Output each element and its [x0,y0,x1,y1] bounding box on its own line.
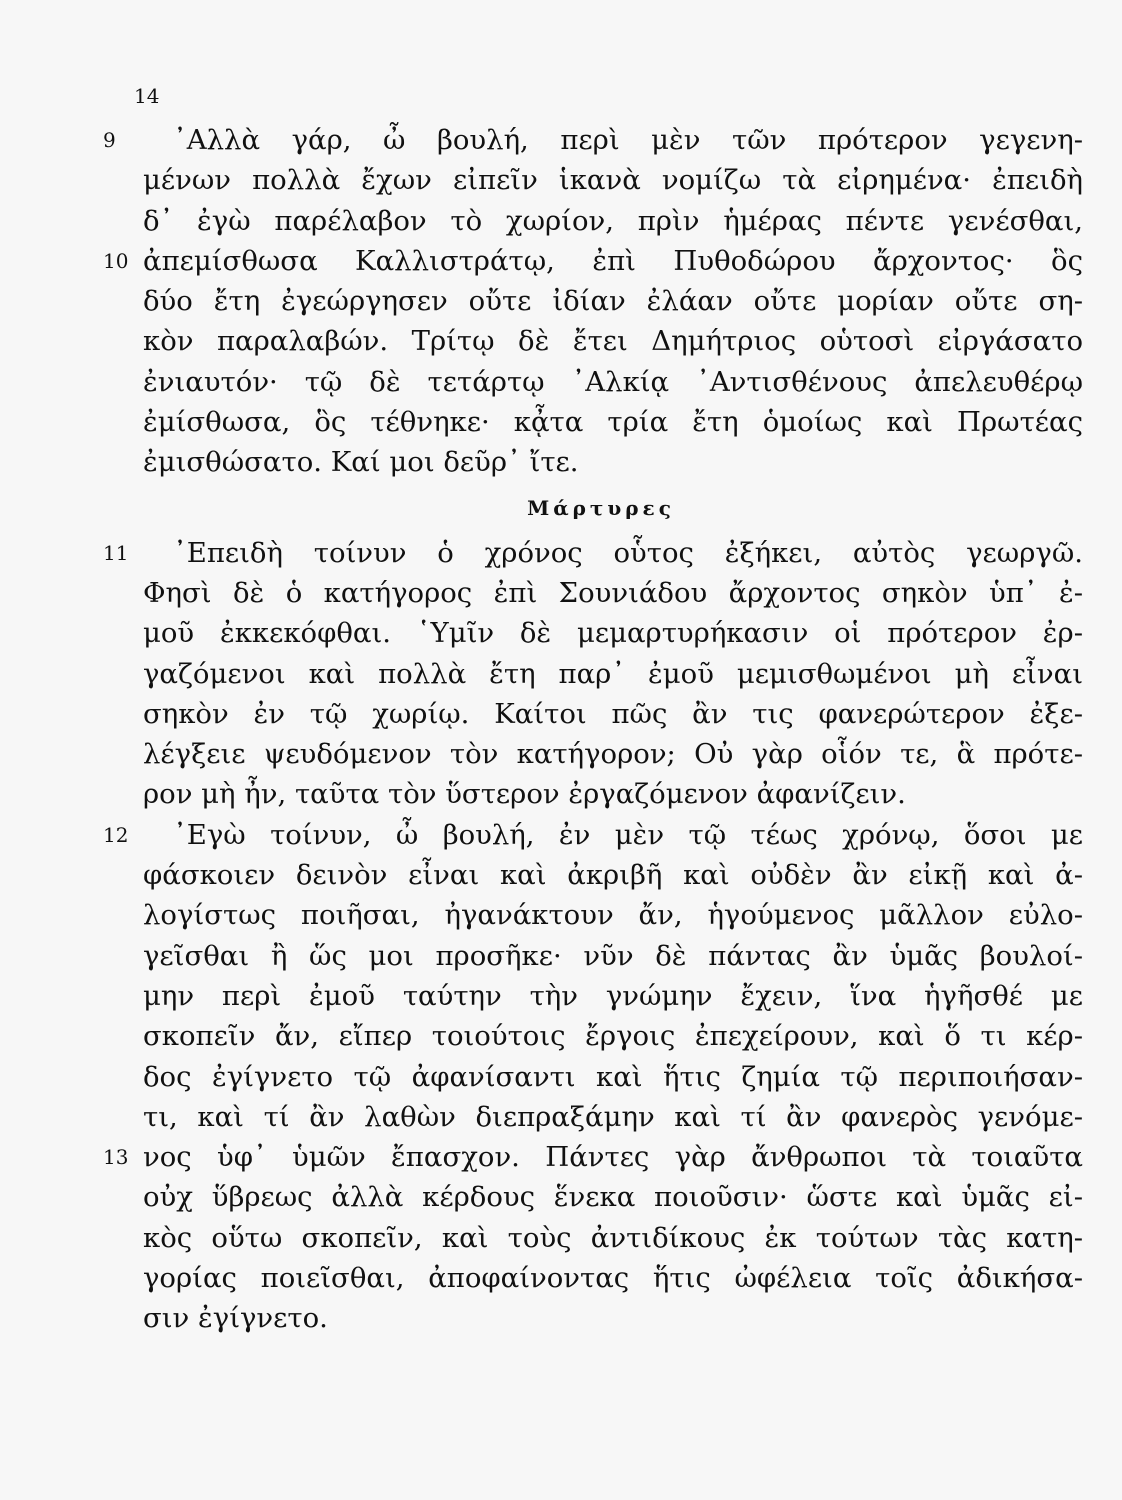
text-line: οὐχ ὕβρεως ἀλλὰ κέρδους ἕνεκα ποιοῦσιν· ὥστε καὶ ὑμᾶς εἰ- [143,1181,1083,1214]
witnesses-heading: Μάρτυρες [527,495,675,520]
section-number: 13 [103,1145,129,1170]
text-line: γορίας ποιεῖσθαι, ἀποφαίνοντας ἥτις ὠφέλεια τοῖς ἀδικήσα- [143,1262,1083,1295]
page-number: 14 [134,84,160,108]
text-line: 11 ᾿Επειδὴ τοίνυν ὁ χρόνος οὗτος ἐξήκει, αὐτὸς γεωργῶ. [0,533,1083,573]
text-line: γεῖσθαι ἢ ὥς μοι προσῆκε· νῦν δὲ πάντας ἂν ὑμᾶς βουλοί- [143,939,1083,972]
text-line: λέγξειε ψευδόμενον τὸν κατήγορον; Οὐ γὰρ οἷόν τε, ἃ πρότε- [143,738,1083,771]
text-line: σκοπεῖν ἄν, εἴπερ τοιούτοις ἔργοις ἐπεχείρουν, καὶ ὅ τι κέρ- [143,1020,1083,1053]
text-line: γαζόμενοι καὶ πολλὰ ἔτη παρ᾿ ἐμοῦ μεμισθωμένοι μὴ εἶναι [143,657,1083,690]
section-number: 9 [103,128,116,152]
text-body [0,120,1122,1339]
text-line: δος ἐγίγνετο τῷ ἀφανίσαντι καὶ ἥτις ζημία τῷ περιποιήσαν- [143,1060,1083,1093]
text-line: ἐμισθώσατο. Καί μοι δεῦρ᾿ ἴτε. [143,446,579,479]
text-line: 12 ᾿Εγὼ τοίνυν, ὦ βουλή, ἐν μὲν τῷ τέως χρόνῳ, ὅσοι με [0,815,1083,855]
text-line: κὸς οὕτω σκοπεῖν, καὶ τοὺς ἀντιδίκους ἐκ τούτων τὰς κατη- [143,1221,1083,1254]
text-line: φάσκοιεν δεινὸν εἶναι καὶ ἀκριβῆ καὶ οὐδὲν ἂν εἰκῇ καὶ ἀ- [143,859,1083,892]
text-line: μην περὶ ἐμοῦ ταύτην τὴν γνώμην ἔχειν, ἵνα ἡγῆσθέ με [143,979,1083,1012]
text-line: 9 ᾿Αλλὰ γάρ, ὦ βουλή, περὶ μὲν τῶν πρότερον γεγενη- [0,120,1083,160]
section-number: 11 [103,540,129,565]
text-line: δύο ἔτη ἐγεώργησεν οὔτε ἰδίαν ἐλάαν οὔτε μορίαν οὔτε ση- [143,285,1083,318]
text-line: 13 νος ὑφ᾿ ὑμῶν ἔπασχον. Πάντες γὰρ ἄνθρωποι τὰ τοιαῦτα [0,1137,1083,1177]
text-line: ἐνιαυτόν· τῷ δὲ τετάρτῳ ᾿Αλκίᾳ ᾿Αντισθένους ἀπελευθέρῳ [143,365,1083,398]
text-line: ἐμίσθωσα, ὃς τέθνηκε· κᾆτα τρία ἔτη ὁμοίως καὶ Πρωτέας [143,406,1083,439]
text-line: Φησὶ δὲ ὁ κατήγορος ἐπὶ Σουνιάδου ἄρχοντος σηκὸν ὑπ᾿ ἐ- [143,576,1083,609]
text-line: δ᾿ ἐγὼ παρέλαβον τὸ χωρίον, πρὶν ἡμέρας πέντε γενέσθαι, [143,204,1083,237]
text-line: τι, καὶ τί ἂν λαθὼν διεπραξάμην καὶ τί ἂν φανερὸς γενόμε- [143,1100,1083,1133]
text-line: μοῦ ἐκκεκόφθαι. ῾Υμῖν δὲ μεμαρτυρήκασιν οἱ πρότερον ἐρ- [143,617,1083,650]
text-line: σιν ἐγίγνετο. [143,1302,328,1335]
text-line: κὸν παραλαβών. Τρίτῳ δὲ ἔτει Δημήτριος οὑτοσὶ εἰργάσατο [143,325,1083,358]
text-line: σηκὸν ἐν τῷ χωρίῳ. Καίτοι πῶς ἂν τις φανερώτερον ἐξε- [143,697,1083,730]
text-line: μένων πολλὰ ἔχων εἰπεῖν ἱκανὰ νομίζω τὰ εἰρημένα· ἐπειδὴ [143,164,1083,197]
text-line: 10 ἀπεμίσθωσα Καλλιστράτῳ, ἐπὶ Πυθοδώρου ἄρχοντος· ὃς [0,241,1083,281]
text-line: ρον μὴ ἦν, ταῦτα τὸν ὕστερον ἐργαζόμενον ἀφανίζειν. [143,778,906,811]
text-line: λογίστως ποιῆσαι, ἠγανάκτουν ἄν, ἡγούμενος μᾶλλον εὐλο- [143,899,1083,932]
section-number: 10 [103,248,129,273]
section-number: 12 [103,822,129,847]
